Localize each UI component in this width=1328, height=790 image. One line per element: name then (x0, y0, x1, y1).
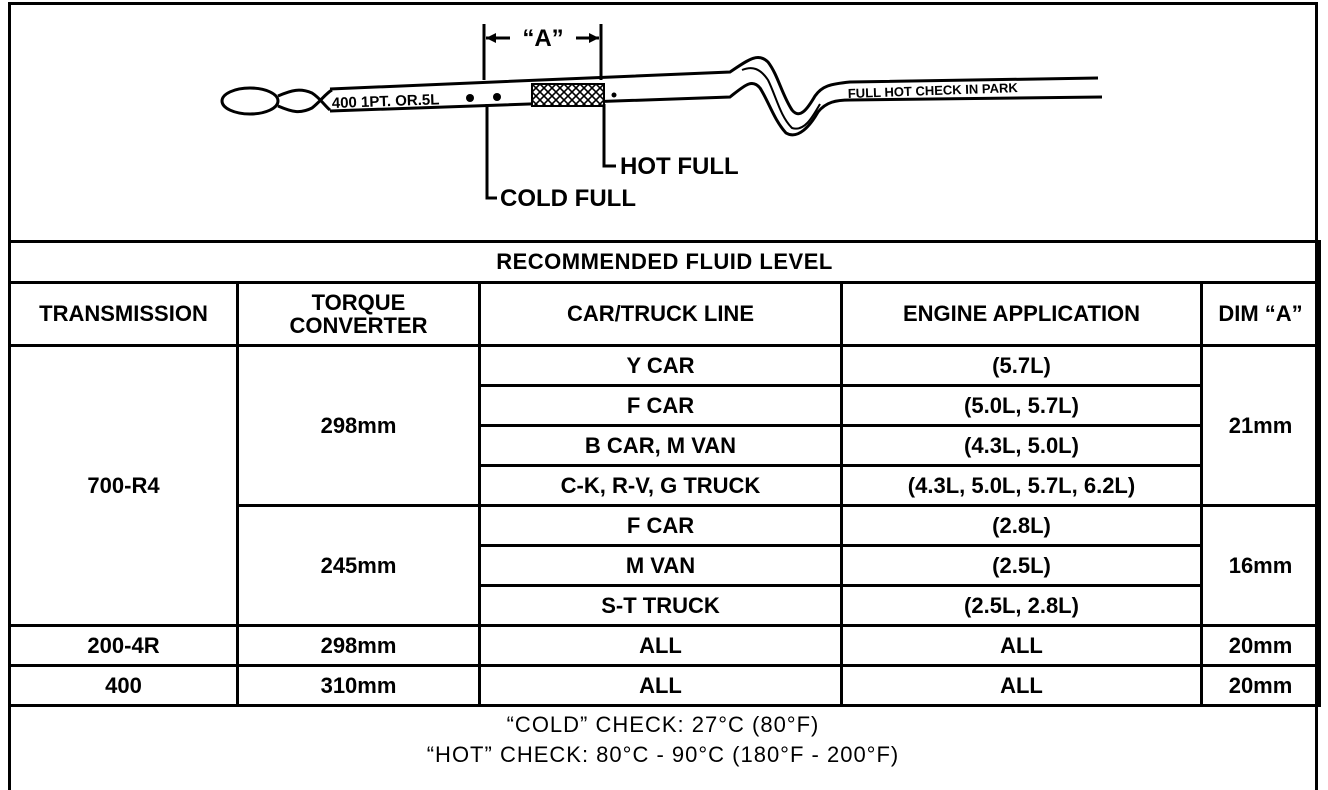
dipstick-illustration (0, 0, 1328, 230)
cell-line: F CAR (480, 386, 842, 426)
header-line: CAR/TRUCK LINE (480, 283, 842, 346)
leader-lines (487, 104, 616, 198)
hot-check-note: “HOT” CHECK: 80°C - 90°C (180°F - 200°F) (426, 742, 900, 767)
cell-engine: (2.5L) (842, 546, 1202, 586)
cell-line: ALL (480, 666, 842, 706)
cell-dim: 20mm (1202, 626, 1320, 666)
cell-line: S-T TRUCK (480, 586, 842, 626)
cell-line: F CAR (480, 506, 842, 546)
header-transmission: TRANSMISSION (10, 283, 238, 346)
cell-engine: (5.0L, 5.7L) (842, 386, 1202, 426)
cell-line: M VAN (480, 546, 842, 586)
cell-engine: (4.3L, 5.0L) (842, 426, 1202, 466)
cell-line: Y CAR (480, 346, 842, 386)
cell-dim-21: 21mm (1202, 346, 1320, 506)
fluid-level-table (8, 240, 1321, 707)
cell-engine: ALL (842, 666, 1202, 706)
cell-engine: ALL (842, 626, 1202, 666)
cell-converter-245: 245mm (238, 506, 480, 626)
cell-transmission-400: 400 (10, 666, 238, 706)
cold-mark-dot-2 (493, 93, 501, 101)
cell-engine: (2.8L) (842, 506, 1202, 546)
cell-converter-298: 298mm (238, 346, 480, 506)
cell-dim: 20mm (1202, 666, 1320, 706)
check-text: FULL HOT CHECK IN PARK (847, 80, 1018, 101)
cold-check-note: “COLD” CHECK: 27°C (80°F) (506, 712, 820, 737)
table-title: RECOMMENDED FLUID LEVEL (10, 242, 1320, 283)
cell-converter: 298mm (238, 626, 480, 666)
cold-full-label: COLD FULL (500, 185, 636, 212)
hot-full-label: HOT FULL (620, 153, 739, 180)
cell-line: C-K, R-V, G TRUCK (480, 466, 842, 506)
knurled-band (532, 84, 604, 106)
cell-transmission-200-4r: 200-4R (10, 626, 238, 666)
stamp-text: 400 1PT. OR.5L (331, 91, 440, 112)
header-torque-converter: TORQUE CONVERTER (238, 283, 480, 346)
cell-engine: (5.7L) (842, 346, 1202, 386)
header-engine: ENGINE APPLICATION (842, 283, 1202, 346)
cell-line: B CAR, M VAN (480, 426, 842, 466)
header-dim-a: DIM “A” (1202, 283, 1320, 346)
cold-mark-dot (466, 94, 474, 102)
cell-engine: (2.5L, 2.8L) (842, 586, 1202, 626)
check-temperature-notes (8, 704, 1318, 788)
cell-transmission-700r4: 700-R4 (10, 346, 238, 626)
dipstick-handle (222, 88, 332, 114)
dim-a-label: “A” (522, 25, 564, 52)
cell-converter: 310mm (238, 666, 480, 706)
cell-dim-16: 16mm (1202, 506, 1320, 626)
cell-line: ALL (480, 626, 842, 666)
cell-engine: (4.3L, 5.0L, 5.7L, 6.2L) (842, 466, 1202, 506)
